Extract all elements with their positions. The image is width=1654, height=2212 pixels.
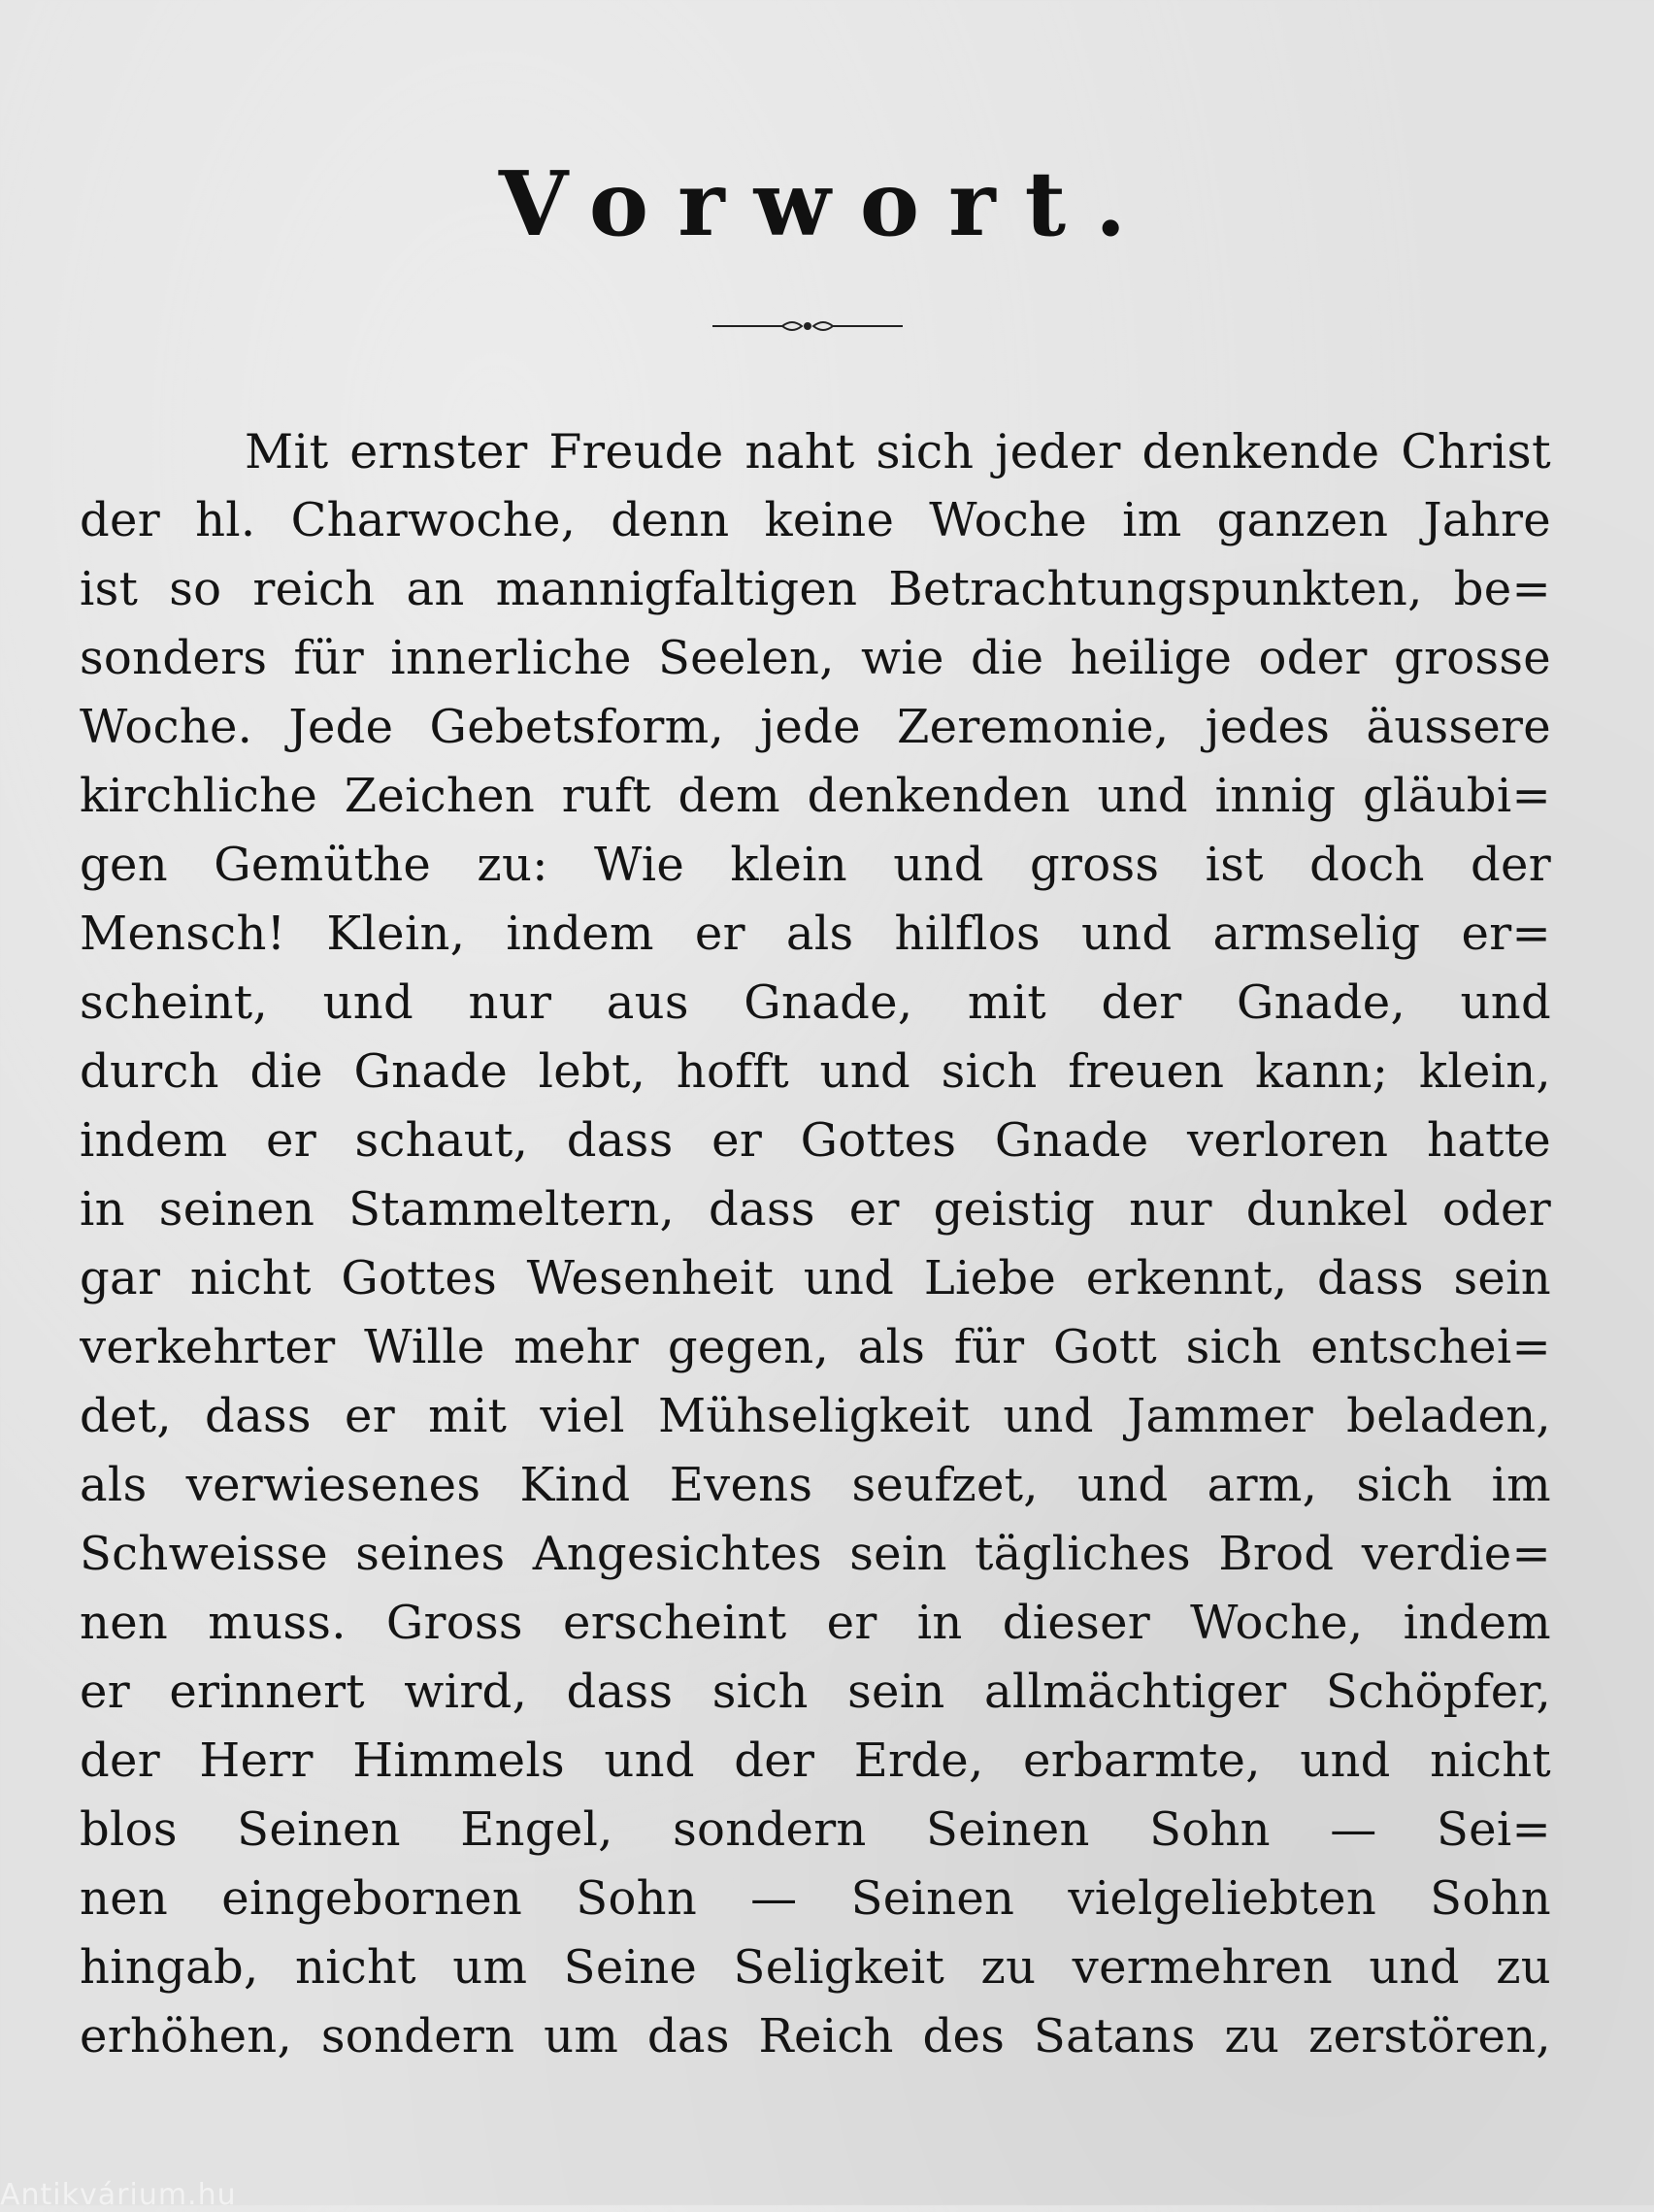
text-line: kirchliche Zeichen ruft dem denkenden und innig gläubi= [80, 769, 1551, 823]
text-line: in seinen Stammeltern, dass er geistig nur dunkel oder [80, 1182, 1551, 1237]
text-line: durch die Gnade lebt, hofft und sich freuen kann; klein, [80, 1044, 1551, 1099]
text-line: det, dass er mit viel Mühseligkeit und Jammer beladen, [80, 1389, 1551, 1443]
text-line: Mensch! Klein, indem er als hilflos und armselig er= [80, 907, 1551, 961]
text-line: sonders für innerliche Seelen, wie die heilige oder grosse [80, 631, 1551, 685]
text-line: verkehrter Wille mehr gegen, als für Gott sich entschei= [80, 1320, 1551, 1374]
text-line: nen muss. Gross erscheint er in dieser Woche, indem [80, 1596, 1551, 1650]
text-line: Woche. Jede Gebetsform, jede Zeremonie, jedes äussere [80, 700, 1551, 754]
text-line: ist so reich an mannigfaltigen Betrachtungspunkten, be= [80, 562, 1551, 616]
page-title: Vorwort. [498, 151, 1156, 256]
text-line: Schweisse seines Angesichtes sein tägliches Brod verdie= [80, 1527, 1551, 1581]
text-line: blos Seinen Engel, sondern Seinen Sohn — Sei= [80, 1802, 1551, 1857]
preface-text [80, 417, 1551, 2071]
text-line: als verwiesenes Kind Evens seufzet, und arm, sich im [80, 1458, 1551, 1512]
text-line: erhöhen, sondern um das Reich des Satans zu zerstören, [80, 2009, 1551, 2063]
text-line: gar nicht Gottes Wesenheit und Liebe erkennt, dass sein [80, 1251, 1551, 1305]
text-line: hingab, nicht um Seine Seligkeit zu vermehren und zu [80, 1940, 1551, 1995]
text-line: der hl. Charwoche, denn keine Woche im ganzen Jahre [80, 493, 1551, 547]
text-line: der Herr Himmels und der Erde, erbarmte, und nicht [80, 1733, 1551, 1788]
title-ornament [711, 309, 905, 344]
text-line: scheint, und nur aus Gnade, mit der Gnade, und [80, 975, 1551, 1030]
text-line: nen eingebornen Sohn — Seinen vielgeliebten Sohn [80, 1871, 1551, 1926]
text-line: er erinnert wird, dass sich sein allmächtiger Schöpfer, [80, 1665, 1551, 1719]
text-line: Mit ernster Freude naht sich jeder denkende Christ [245, 424, 1551, 479]
watermark: Antikvárium.hu [0, 2178, 237, 2212]
text-line: gen Gemüthe zu: Wie klein und gross ist doch der [80, 838, 1551, 892]
text-line: indem er schaut, dass er Gottes Gnade verloren hatte [80, 1113, 1551, 1168]
